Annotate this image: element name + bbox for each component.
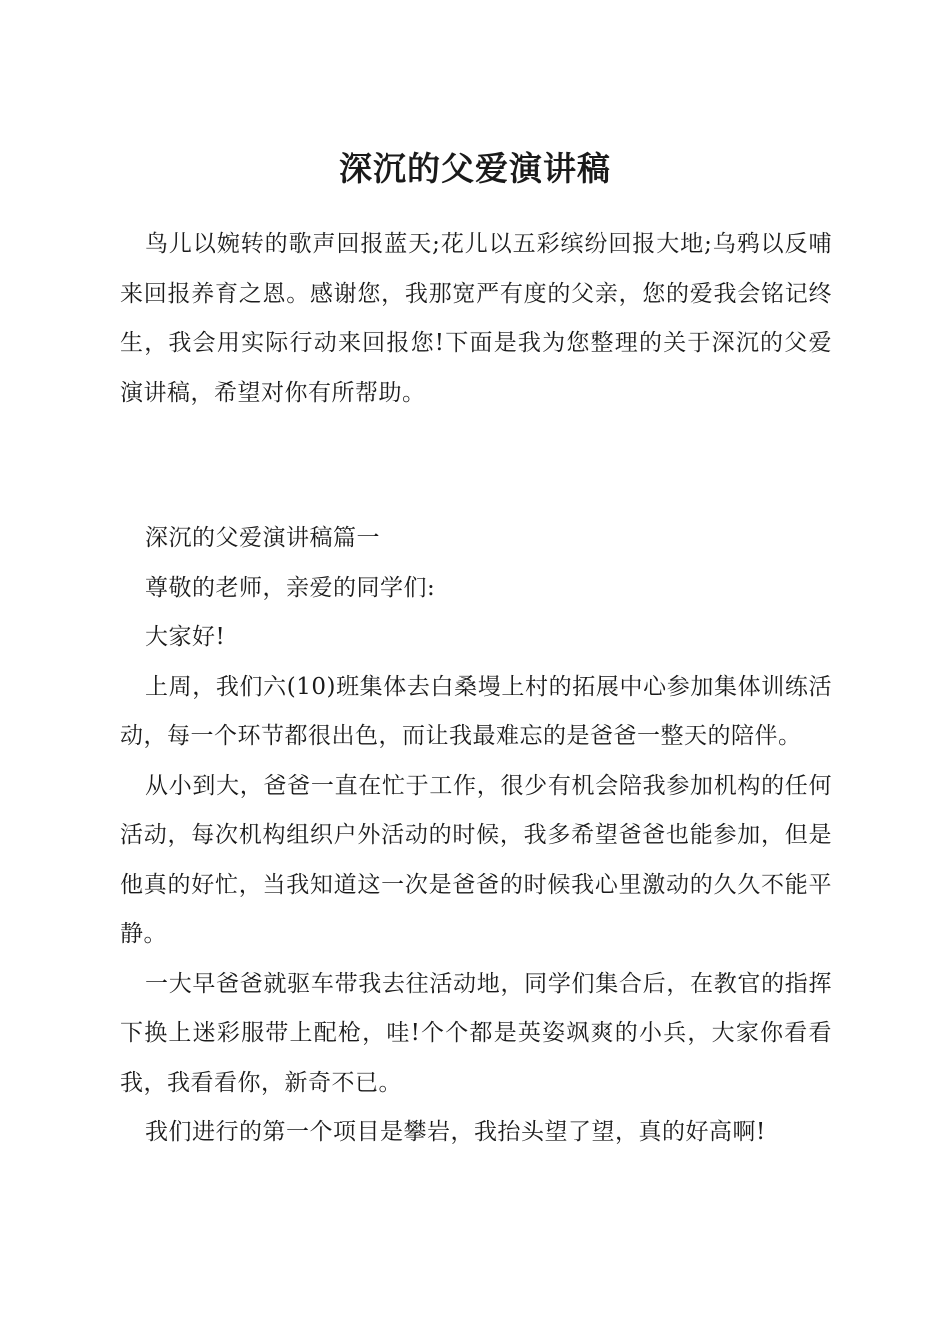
body-paragraph: 从小到大，爸爸一直在忙于工作，很少有机会陪我参加机构的任何活动，每次机构组织户外活动的时候，我多希望爸爸也能参加，但是他真的好忙，当我知道这一次是爸爸的时候我心里激动的久久不能平静。 bbox=[120, 772, 832, 947]
speech-body bbox=[120, 514, 832, 1158]
intro-paragraph: 鸟儿以婉转的歌声回报蓝天;花儿以五彩缤纷回报大地;乌鸦以反哺来回报养育之恩。感谢您，我那宽严有度的父亲，您的爱我会铭记终生，我会用实际行动来回报您!下面是我为您整理的关于深沉的父爱演讲稿，希望对你有所帮助。 bbox=[120, 231, 832, 406]
document-title: 深沉的父爱演讲稿 bbox=[339, 149, 611, 188]
salutation: 尊敬的老师，亲爱的同学们: bbox=[145, 574, 436, 601]
body-paragraph: 一大早爸爸就驱车带我去往活动地，同学们集合后，在教官的指挥下换上迷彩服带上配枪，哇!个个都是英姿飒爽的小兵，大家你看看我，我看看你，新奇不已。 bbox=[120, 970, 832, 1096]
body-paragraph: 我们进行的第一个项目是攀岩，我抬头望了望，真的好高啊! bbox=[145, 1119, 766, 1145]
greeting: 大家好! bbox=[145, 624, 226, 650]
body-paragraph: 上周，我们六(10)班集体去白桑墁上村的拓展中心参加集体训练活动，每一个环节都很出色，而让我最难忘的是爸爸一整天的陪伴。 bbox=[120, 673, 832, 749]
section-heading: 深沉的父爱演讲稿篇一 bbox=[145, 525, 380, 551]
intro-section bbox=[120, 220, 832, 418]
